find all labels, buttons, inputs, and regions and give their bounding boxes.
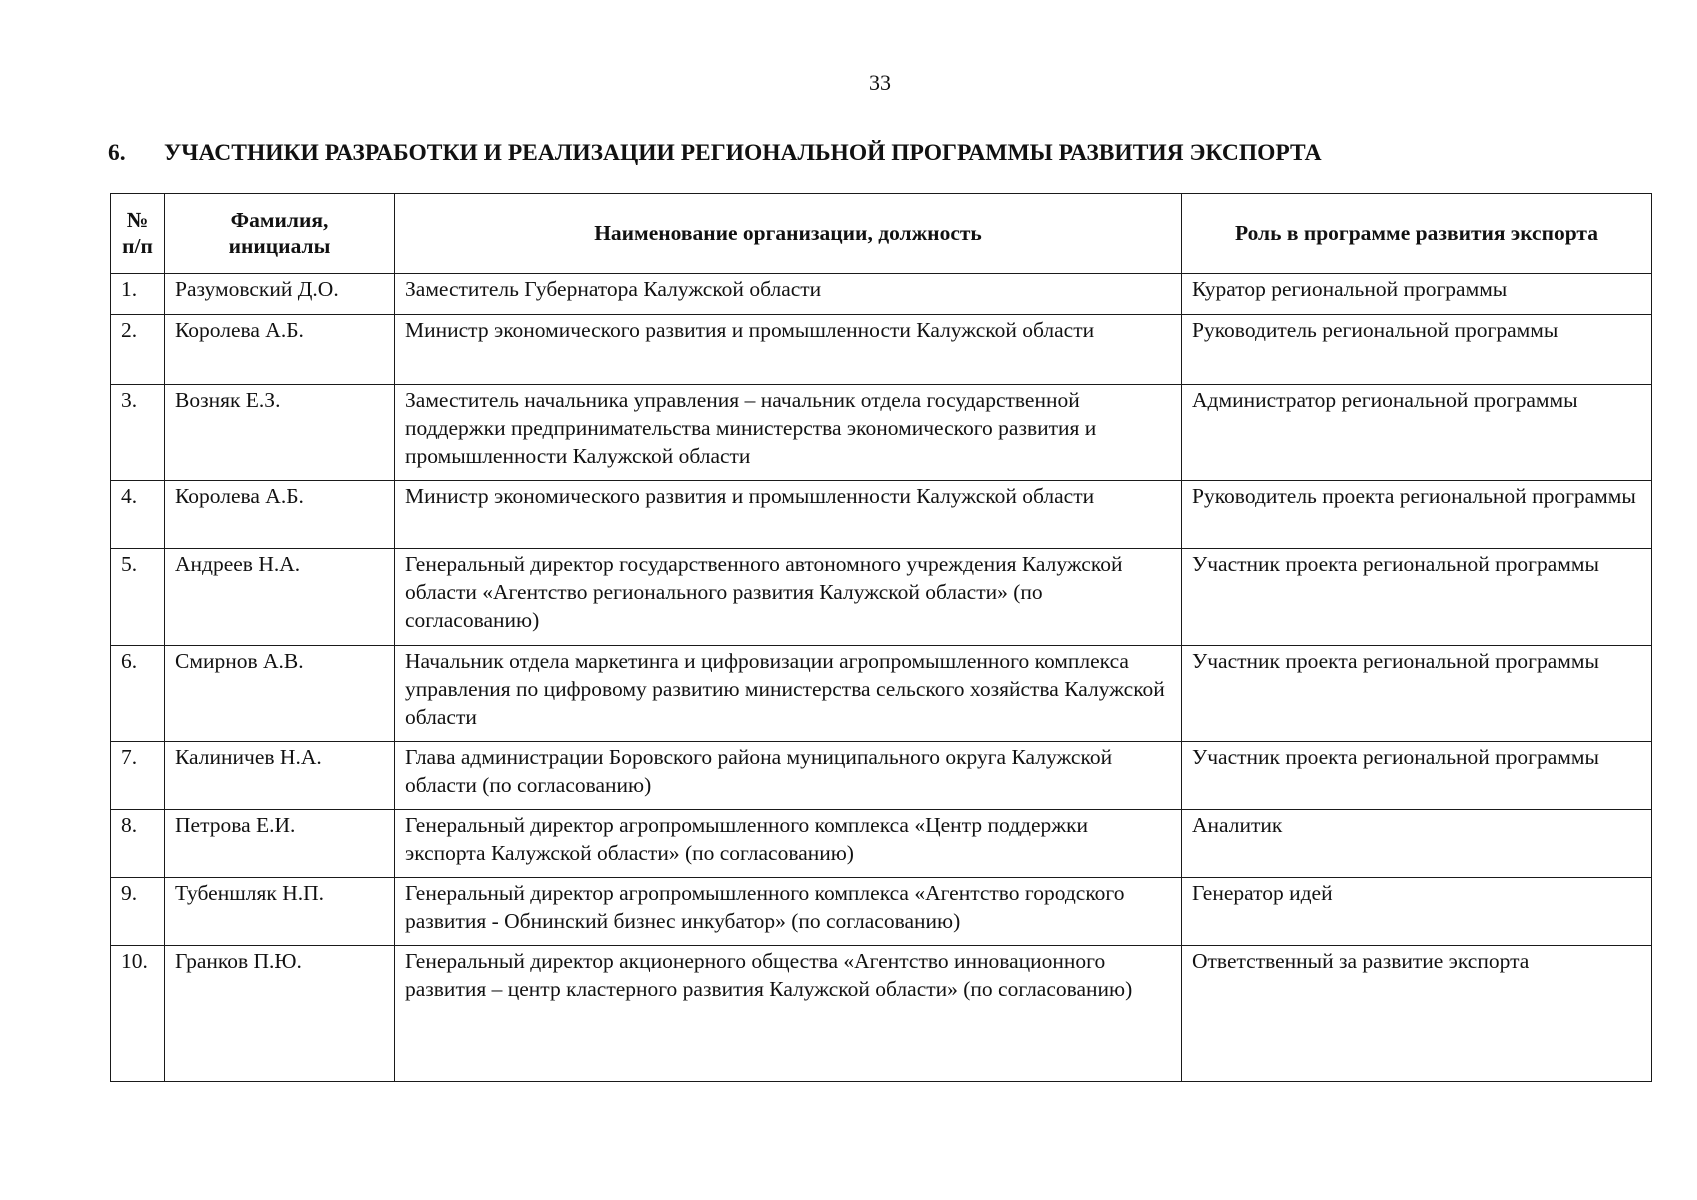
row-num: 8.: [111, 810, 165, 878]
row-name: Калиничев Н.А.: [165, 742, 395, 810]
row-organization: Глава администрации Боровского района муниципального округа Калужской области (по согласованию): [395, 742, 1182, 810]
row-organization: Генеральный директор акционерного общества «Агентство инновационного развития – центр кластерного развития Калужской области» (по согласованию): [395, 946, 1182, 1082]
row-name: Петрова Е.И.: [165, 810, 395, 878]
table-row: [111, 810, 1652, 878]
row-name: Разумовский Д.О.: [165, 274, 395, 315]
header-num: [111, 194, 165, 274]
row-role: Участник проекта региональной программы: [1182, 646, 1652, 742]
row-name: Тубеншляк Н.П.: [165, 878, 395, 946]
row-num: 10.: [111, 946, 165, 1082]
row-role: Куратор региональной программы: [1182, 274, 1652, 315]
row-num: 4.: [111, 481, 165, 549]
row-name: Королева А.Б.: [165, 481, 395, 549]
table-row: [111, 878, 1652, 946]
row-role: Администратор региональной программы: [1182, 385, 1652, 481]
row-name: Возняк Е.З.: [165, 385, 395, 481]
page-number: 33: [869, 70, 891, 95]
row-role: Участник проекта региональной программы: [1182, 549, 1652, 646]
row-organization: Генеральный директор агропромышленного комплекса «Агентство городского развития - Обнинский бизнес инкубатор» (по согласованию): [395, 878, 1182, 946]
header-name-line2: инициалы: [228, 234, 331, 258]
participants-table: [110, 193, 1652, 1082]
row-organization: Генеральный директор агропромышленного комплекса «Центр поддержки экспорта Калужской области» (по согласованию): [395, 810, 1182, 878]
header-name-line1: Фамилия,: [230, 208, 329, 232]
row-num: 3.: [111, 385, 165, 481]
row-name: Королева А.Б.: [165, 315, 395, 385]
row-role: Участник проекта региональной программы: [1182, 742, 1652, 810]
row-role: Генератор идей: [1182, 878, 1652, 946]
row-role: Руководитель проекта региональной программы: [1182, 481, 1652, 549]
section-number: 6.: [108, 140, 126, 166]
table-row: [111, 315, 1652, 385]
row-organization: Генеральный директор государственного автономного учреждения Калужской области «Агентство регионального развития Калужской области» (по согласованию): [395, 549, 1182, 646]
table-row: [111, 549, 1652, 646]
row-name: Гранков П.Ю.: [165, 946, 395, 1082]
row-num: 2.: [111, 315, 165, 385]
row-num: 5.: [111, 549, 165, 646]
table-row: [111, 481, 1652, 549]
row-role: Аналитик: [1182, 810, 1652, 878]
row-name: Андреев Н.А.: [165, 549, 395, 646]
table-row: [111, 646, 1652, 742]
row-organization: Заместитель Губернатора Калужской области: [395, 274, 1182, 315]
row-num: 6.: [111, 646, 165, 742]
section-title-text: УЧАСТНИКИ РАЗРАБОТКИ И РЕАЛИЗАЦИИ РЕГИОНАЛЬНОЙ ПРОГРАММЫ РАЗВИТИЯ ЭКСПОРТА: [164, 140, 1322, 166]
table-header-row: [111, 194, 1652, 274]
table-row: [111, 274, 1652, 315]
row-num: 9.: [111, 878, 165, 946]
row-role: Руководитель региональной программы: [1182, 315, 1652, 385]
section-title: [108, 140, 1322, 167]
table-row: [111, 946, 1652, 1082]
header-name: [165, 194, 395, 274]
row-name: Смирнов А.В.: [165, 646, 395, 742]
header-num-line2: п/п: [122, 234, 153, 258]
row-organization: Министр экономического развития и промышленности Калужской области: [395, 315, 1182, 385]
row-num: 7.: [111, 742, 165, 810]
row-num: 1.: [111, 274, 165, 315]
table-row: [111, 742, 1652, 810]
header-role: Роль в программе развития экспорта: [1182, 194, 1652, 274]
row-organization: Министр экономического развития и промышленности Калужской области: [395, 481, 1182, 549]
table-row: [111, 385, 1652, 481]
header-num-line1: №: [126, 208, 149, 232]
row-role: Ответственный за развитие экспорта: [1182, 946, 1652, 1082]
header-organization: Наименование организации, должность: [395, 194, 1182, 274]
row-organization: Заместитель начальника управления – начальник отдела государственной поддержки предпринимательства министерства экономического развития и промышленности Калужской области: [395, 385, 1182, 481]
row-organization: Начальник отдела маркетинга и цифровизации агропромышленного комплекса управления по цифровому развитию министерства сельского хозяйства Калужской области: [395, 646, 1182, 742]
